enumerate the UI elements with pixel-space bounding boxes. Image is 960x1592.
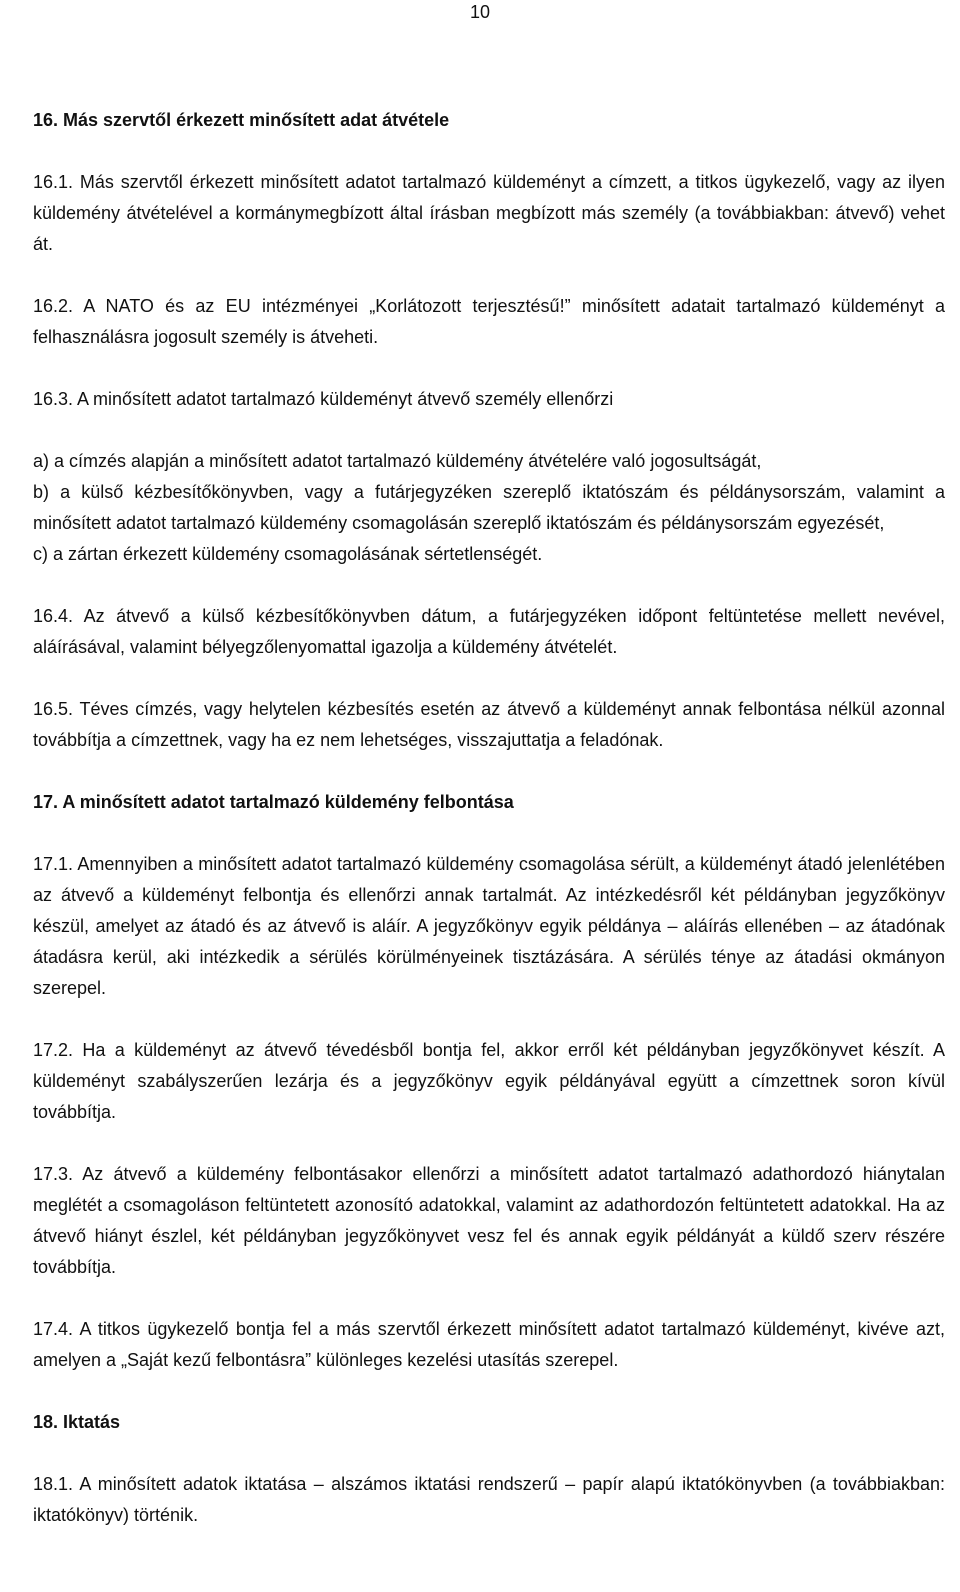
- paragraph-18-1: 18.1. A minősített adatok iktatása – alszámos iktatási rendszerű – papír alapú iktatókönyvben (a továbbiakban: iktatókönyv) történik.: [33, 1474, 945, 1525]
- paragraph-17-3: 17.3. Az átvevő a küldemény felbontásakor ellenőrzi a minősített adatot tartalmazó adathordozó hiánytalan meglétét a csomagoláson feltüntetett azonosító adatokkal, valamint az adathordozón feltüntetett adatokkal. Ha az átvevő hiányt észlel, két példányban jegyzőkönyvet vesz fel és annak egyik példányát a küldő szerv részére továbbítja.: [33, 1164, 945, 1277]
- paragraph-16-3: 16.3. A minősített adatot tartalmazó küldeményt átvevő személy ellenőrzi: [33, 389, 614, 409]
- paragraph-17-2: 17.2. Ha a küldeményt az átvevő tévedésből bontja fel, akkor erről két példányban jegyzőkönyvet készít. A küldeményt szabályszerűen lezárja és a jegyzőkönyv egyik példányával együtt a címzettnek soron kívül továbbítja.: [33, 1040, 945, 1122]
- paragraph-16-1: 16.1. Más szervtől érkezett minősített adatot tartalmazó küldeményt a címzett, a titkos ügykezelő, vagy az ilyen küldemény átvételével a kormánymegbízott által írásban megbízott más személy (a továbbiakban: átvevő) vehet át.: [33, 172, 945, 254]
- list-item-c: c) a zártan érkezett küldemény csomagolásának sértetlenségét.: [33, 544, 543, 564]
- paragraph-17-1: 17.1. Amennyiben a minősített adatot tartalmazó küldemény csomagolása sérült, a küldeményt átadó jelenlétében az átvevő a küldeményt felbontja és ellenőrzi annak tartalmát. Az intézkedésről két példányban jegyzőkönyv készül, amelyet az átadó és az átvevő is aláír. A jegyzőkönyv egyik példánya – aláírás ellenében – az átadónak átadásra kerül, aki intézkedik a sérülés körülményeinek tisztázására. A sérülés ténye az átadási okmányon szerepel.: [33, 854, 945, 998]
- section-heading-16: 16. Más szervtől érkezett minősített adat átvétele: [33, 110, 450, 130]
- section-heading-17: 17. A minősített adatot tartalmazó küldemény felbontása: [33, 792, 514, 812]
- paragraph-17-4: 17.4. A titkos ügykezelő bontja fel a más szervtől érkezett minősített adatot tartalmazó küldeményt, kivéve azt, amelyen a „Saját kezű felbontásra” különleges kezelési utasítás szerepel.: [33, 1319, 945, 1370]
- paragraph-16-2: 16.2. A NATO és az EU intézményei „Korlátozott terjesztésű!” minősített adatait tartalmazó küldeményt a felhasználásra jogosult személy is átveheti.: [33, 296, 945, 347]
- list-item-b: b) a külső kézbesítőkönyvben, vagy a futárjegyzéken szereplő iktatószám és példánysorszám, valamint a minősített adatot tartalmazó küldemény csomagolásán szereplő iktatószám és példánysorszám egyezését,: [33, 482, 945, 533]
- page-number: 10: [469, 2, 491, 22]
- list-item-a: a) a címzés alapján a minősített adatot tartalmazó küldemény átvételére való jogosultságát,: [33, 451, 762, 471]
- paragraph-16-4: 16.4. Az átvevő a külső kézbesítőkönyvben dátum, a futárjegyzéken időpont feltüntetése mellett nevével, aláírásával, valamint bélyegzőlenyomattal igazolja a küldemény átvételét.: [33, 606, 945, 657]
- paragraph-16-5: 16.5. Téves címzés, vagy helytelen kézbesítés esetén az átvevő a küldeményt annak felbontása nélkül azonnal továbbítja a címzettnek, vagy ha ez nem lehetséges, visszajuttatja a feladónak.: [33, 699, 945, 750]
- section-heading-18: 18. Iktatás: [33, 1412, 121, 1432]
- document-body: [33, 105, 945, 1531]
